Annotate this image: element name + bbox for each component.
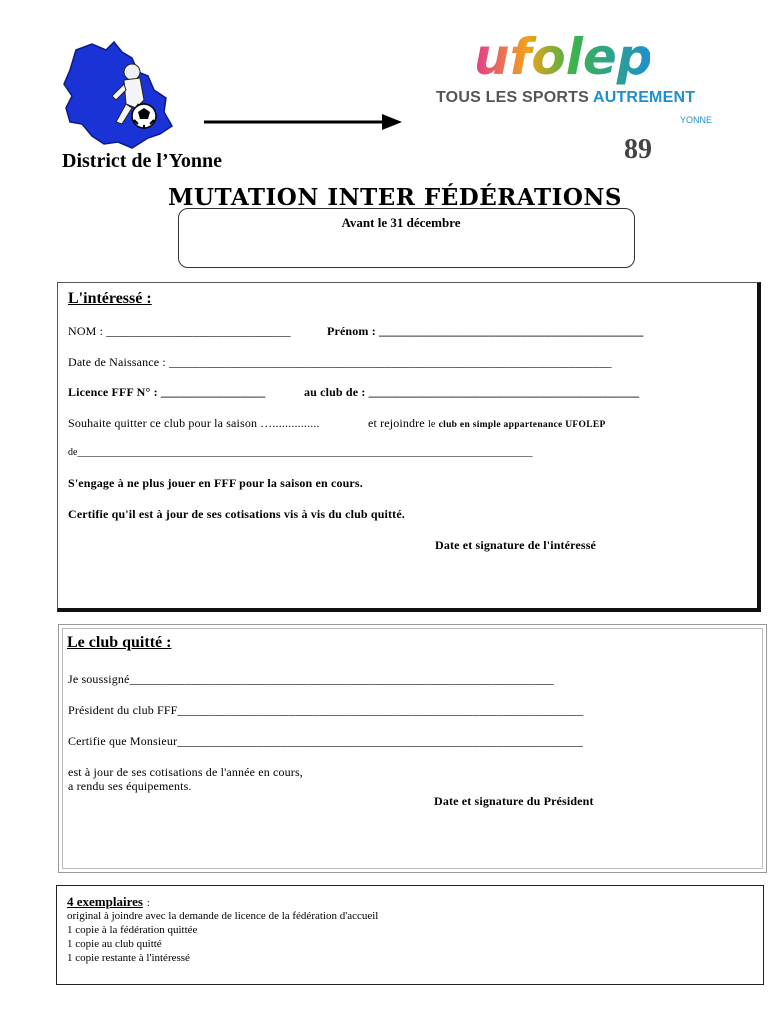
club-label: au club de : ____________________________________________ xyxy=(304,385,640,399)
ufolep-logo xyxy=(470,30,650,88)
svg-text:ufolep: ufolep xyxy=(474,30,650,86)
ufolep-tagline xyxy=(436,89,695,107)
exemplaires-colon: : xyxy=(146,898,150,909)
exemplaire-line: 1 copie restante à l'intéressé xyxy=(67,952,190,964)
district-logo xyxy=(62,38,180,156)
rejoindre-text xyxy=(368,416,606,431)
saison-field[interactable]: Souhaite quitter ce club pour la saison …............... xyxy=(68,416,320,430)
district-title: District de l’Yonne xyxy=(62,150,222,172)
ufolep-region: YONNE xyxy=(680,115,713,125)
prenom-field[interactable] xyxy=(327,324,643,339)
ufolep-tagline-a: TOUS LES SPORTS xyxy=(436,89,589,106)
prenom-label: Prénom : ___________________________________________ xyxy=(327,324,644,338)
cotisations-text: est à jour de ses cotisations de l'année en cours, xyxy=(68,765,303,779)
soussigne-field[interactable]: Je soussigné_____________________________________________________________________ xyxy=(68,672,554,686)
club-quitte-heading: Le club quitté : xyxy=(67,634,172,651)
equipements-text: a rendu ses équipements. xyxy=(68,779,192,793)
interesse-heading: L'intéressé : xyxy=(68,290,152,307)
rejoindre-label: et rejoindre xyxy=(368,416,425,430)
club-simple-text: club en simple appartenance UFOLEP xyxy=(438,420,606,430)
exemplaire-line: 1 copie au club quitté xyxy=(67,938,162,950)
signature-president: Date et signature du Président xyxy=(434,794,594,808)
rejoindre-le: le xyxy=(427,419,436,430)
naissance-field[interactable]: Date de Naissance : ________________________________________________________________________ xyxy=(68,355,612,369)
de-field[interactable]: de___________________________________________________________________________________________ xyxy=(68,447,533,458)
exemplaire-line: original à joindre avec la demande de licence de la fédération d'accueil xyxy=(67,910,379,922)
certifie-monsieur-field[interactable]: Certifie que Monsieur__________________________________________________________________ xyxy=(68,734,584,748)
exemplaires-heading-row xyxy=(67,893,150,911)
signature-interesse: Date et signature de l'intéressé xyxy=(435,538,596,552)
certifie-text: Certifie qu'il est à jour de ses cotisations vis à vis du club quitté. xyxy=(68,507,405,521)
president-field[interactable]: Président du club FFF__________________________________________________________________ xyxy=(68,703,584,717)
arrow-right-icon xyxy=(204,112,404,132)
nom-field[interactable]: NOM : ______________________________ xyxy=(68,324,291,338)
department-number: 89 xyxy=(624,134,652,165)
page-title: MUTATION INTER FÉDÉRATIONS xyxy=(167,184,623,211)
exemplaire-line: 1 copie à la fédération quittée xyxy=(67,924,198,936)
licence-field[interactable]: Licence FFF N° : _________________ xyxy=(68,385,266,399)
exemplaires-heading: 4 exemplaires xyxy=(67,894,143,909)
deadline-text: Avant le 31 décembre xyxy=(341,215,461,230)
ufolep-tagline-b: AUTREMENT xyxy=(592,89,696,106)
club-field[interactable] xyxy=(304,385,639,400)
engage-text: S'engage à ne plus jouer en FFF pour la saison en cours. xyxy=(68,476,363,490)
